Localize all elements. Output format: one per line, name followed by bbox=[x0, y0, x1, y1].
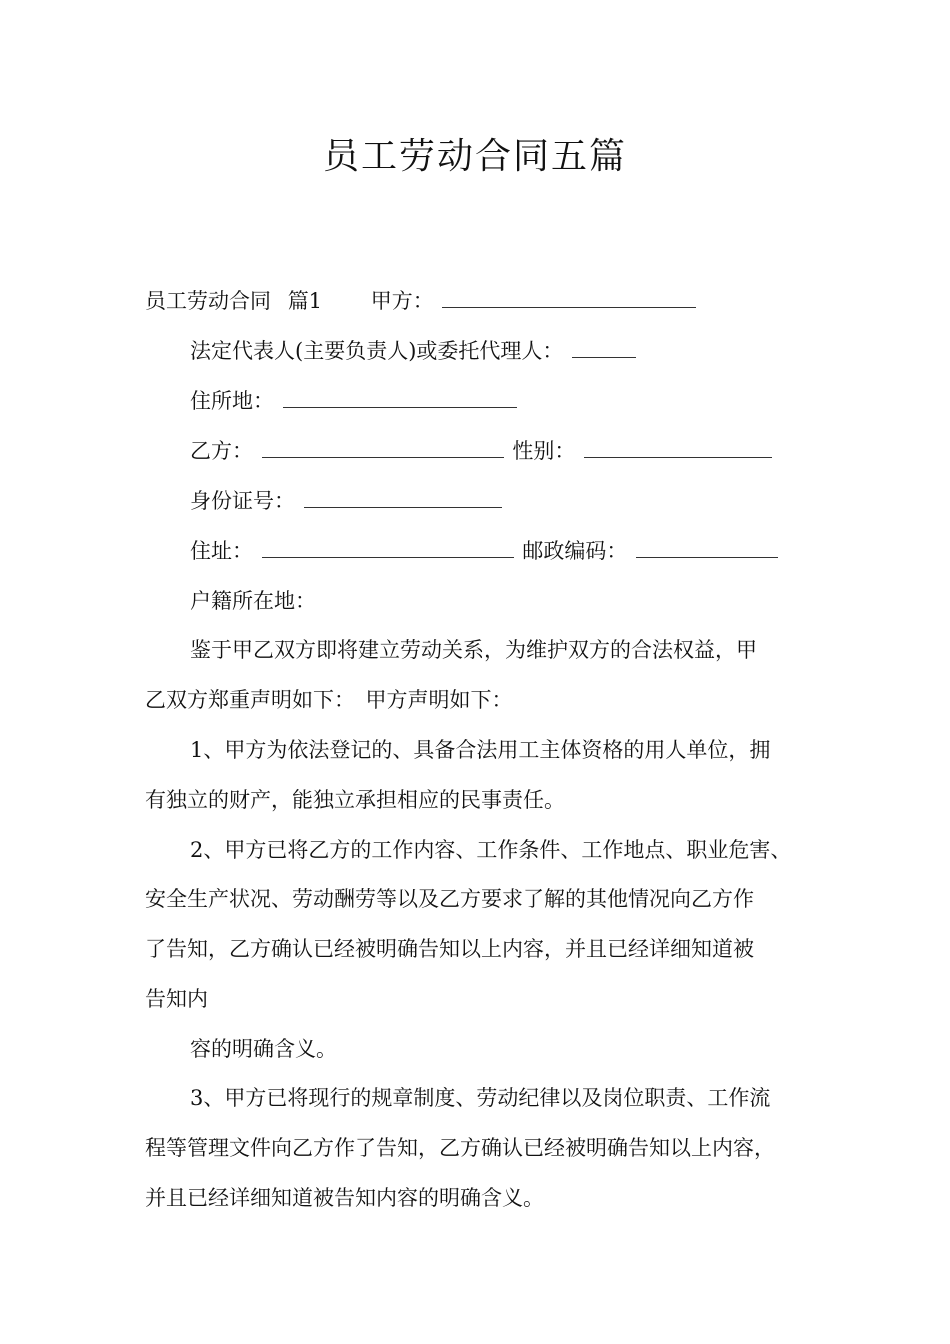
address-a-line bbox=[190, 387, 519, 415]
paragraph-2-line-2: 有独立的财产，能独立承担相应的民事责任。 bbox=[145, 788, 565, 812]
household-label: 户籍所在地： bbox=[190, 589, 316, 613]
rep-label: 法定代表人(主要负责人)或委托代理人： bbox=[190, 339, 564, 363]
paragraph-1-line-1: 鉴于甲乙双方即将建立劳动关系，为维护双方的合法权益，甲 bbox=[190, 638, 757, 662]
contract-header-line bbox=[145, 287, 698, 315]
party-b-label: 乙方： bbox=[190, 439, 253, 463]
household-line bbox=[190, 587, 316, 615]
paragraph-3-line-3: 了告知，乙方确认已经被明确告知以上内容，并且已经详细知道被 bbox=[145, 937, 754, 961]
postcode-label: 邮政编码： bbox=[522, 539, 628, 563]
paragraph-4-line-1: 3、甲方已将现行的规章制度、劳动纪律以及岗位职责、工作流 bbox=[190, 1086, 771, 1110]
party-b-blank bbox=[262, 439, 504, 458]
document-title: 员工劳动合同五篇 bbox=[322, 136, 627, 177]
paragraph-1-line-2: 乙双方郑重声明如下： 甲方声明如下： bbox=[145, 688, 513, 712]
id-label: 身份证号： bbox=[190, 489, 295, 513]
id-line bbox=[190, 487, 504, 515]
address-line bbox=[190, 537, 780, 565]
postcode-blank bbox=[636, 539, 778, 558]
id-blank bbox=[304, 489, 502, 508]
paragraph-3-line-1: 2、甲方已将乙方的工作内容、工作条件、工作地点、职业危害、 bbox=[190, 838, 792, 862]
paragraph-3-line-5: 容的明确含义。 bbox=[190, 1037, 337, 1061]
address-label: 住址： bbox=[190, 539, 253, 563]
paragraph-4-line-3: 并且已经详细知道被告知内容的明确含义。 bbox=[145, 1186, 544, 1210]
contract-label: 员工劳动合同 bbox=[145, 289, 271, 313]
party-b-line bbox=[190, 437, 774, 465]
address-a-blank bbox=[283, 389, 517, 408]
paragraph-3-line-4: 告知内 bbox=[145, 987, 208, 1011]
address-blank bbox=[262, 539, 514, 558]
rep-blank bbox=[572, 339, 636, 358]
paragraph-4-line-2: 程等管理文件向乙方作了告知，乙方确认已经被明确告知以上内容， bbox=[145, 1136, 775, 1160]
party-a-blank bbox=[442, 289, 696, 308]
address-a-label: 住所地： bbox=[190, 389, 274, 413]
gender-blank bbox=[584, 439, 772, 458]
rep-line bbox=[190, 337, 638, 365]
party-a-label: 甲方： bbox=[370, 289, 434, 313]
gender-label: 性别： bbox=[512, 439, 576, 463]
part-number: 篇1 bbox=[287, 289, 323, 313]
paragraph-2-line-1: 1、甲方为依法登记的、具备合法用工主体资格的用人单位，拥 bbox=[190, 738, 771, 762]
paragraph-3-line-2: 安全生产状况、劳动酬劳等以及乙方要求了解的其他情况向乙方作 bbox=[145, 887, 754, 911]
